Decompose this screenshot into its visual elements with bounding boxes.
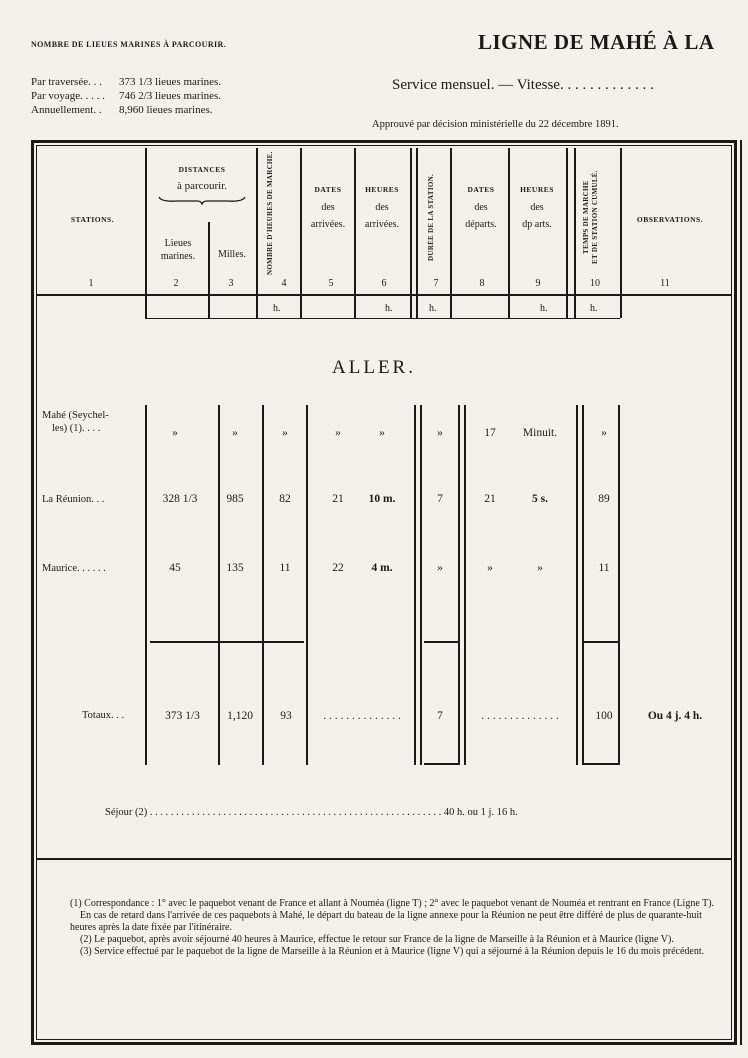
header-nombre-heures: NOMBRE D'HEURES DE MARCHE. [266,151,274,275]
cell-cumul: » [601,427,607,439]
station-la-reunion: La Réunion. . . [42,494,105,505]
cell-heure-arrivee: 4 m. [371,562,393,574]
footnotes [70,898,720,958]
header-heures-departs: HEURES des dp arts. [520,185,554,230]
cell-heure-arrivee: » [379,427,385,439]
approval-line: Approuvé par décision ministérielle du 22 décembre 1891. [372,119,619,130]
total-milles: 1,120 [227,710,253,722]
col-number: 11 [660,278,670,289]
col-line [354,148,356,318]
unit-col9: h. [540,303,548,314]
col-line [256,148,258,318]
sum-rule [582,641,618,643]
distance-value: 746 2/3 lieues marines. [119,90,222,102]
col-number: 8 [479,278,485,289]
unit-col7: h. [429,303,437,314]
station-mahe: Mahé (Seychel- les) (1). . . . [42,410,109,434]
page-edge-line [740,140,742,1045]
distance-annual [31,103,221,117]
brace-icon [157,195,247,205]
footnote-2: (2) Le paquebot, après avoir séjourné 40 heures à Maurice, effectue le retour sur France de la ligne de Marseille à la Réunion et à Maurice (ligne V). [80,934,674,945]
unit-col10: h. [590,303,598,314]
units-rule [145,318,620,319]
cell-duree: 7 [437,493,443,505]
totals-rule [424,763,458,765]
col-line [410,148,412,318]
cell-date-depart: » [487,562,493,574]
col-line [145,405,147,765]
header-rule [36,294,732,296]
total-dots: . . . . . . . . . . . . . . [481,710,559,722]
header-milles: Milles. [217,249,247,260]
footnote-1b: En cas de retard dans l'arrivée de ces paquebots à Mahé, le départ du bateau de la ligne annexe pour la Réunion ne peut être différé de plus de quarante-huit heures après la date fixée par l'itinéraire. [70,910,702,933]
header-dates-arrivees: DATES des arrivées. [310,185,346,230]
cell-date-arrivee: » [335,427,341,439]
header-duree-station: DURÉE DE LA STATION. [427,173,435,262]
total-duree: 7 [437,710,443,722]
cell-heure-depart: Minuit. [522,427,558,439]
col-number: 4 [281,278,287,289]
service-line: Service mensuel. — Vitesse. . . . . . . . . . . . . [392,77,654,93]
header-heures-arrivees: HEURES des arrivées. [364,185,400,230]
header-observations: OBSERVATIONS. [636,215,704,224]
cell-date-arrivee: 22 [332,562,344,574]
col-line [306,405,308,765]
totals-rule [582,763,618,765]
distances-list [31,75,221,117]
distance-label: Par traversée. . . [31,76,102,88]
station-maurice: Maurice. . . . . . [42,563,106,574]
header-dates-departs: DATES des départs. [465,185,497,230]
header-temps-marche: TEMPS DE MARCHE ET DE STATION CUMULÉ. [582,170,599,264]
col-number: 6 [381,278,387,289]
sejour-line: Séjour (2) . . . . . . . . . . . . . . . . . . . . . . . . . . . . . . . . . . . . . . . . . . . . . . . . . . . . . . . . 40 h. ou 1 j. 16 h. [105,807,518,818]
col-number: 2 [173,278,179,289]
cell-cumul: 11 [598,562,610,574]
totals-label: Totaux. . . [82,710,125,721]
footer-rule [36,858,732,860]
col-line [416,148,418,318]
header-lieues: Lieues marines. [160,238,196,262]
cell-heure-arrivee: 10 m. [368,493,396,505]
cell-heures-marche: 82 [279,493,291,505]
unit-col6: h. [385,303,393,314]
col-line [450,148,452,318]
distances-title: NOMBRE DE LIEUES MARINES À PARCOURIR. [31,40,227,49]
distance-label: Par voyage. . . . . [31,90,105,102]
col-line [145,148,147,318]
col-line [574,148,576,318]
cell-lieues: » [172,427,178,439]
cell-date-depart: 21 [484,493,496,505]
col-number: 3 [228,278,234,289]
total-heures-marche: 93 [280,710,292,722]
cell-milles: » [232,427,238,439]
col-line [208,222,210,318]
col-number: 5 [328,278,334,289]
page-title: LIGNE DE MAHÉ À LA [478,30,715,54]
col-line [576,405,578,765]
footnote-3: (3) Service effectué par le paquebot de la ligne de Marseille à la Réunion et à Maurice (ligne V) qui a séjourné à la Réunion depuis le 16 du mois précédent. [80,946,705,957]
sum-rule [150,641,304,643]
cell-milles: 135 [226,562,244,574]
col-number: 10 [590,278,600,289]
total-observation: Ou 4 j. 4 h. [647,710,703,722]
cell-date-depart: 17 [484,427,496,439]
distance-per-voyage [31,89,221,103]
col-line [262,405,264,765]
cell-heures-marche: 11 [279,562,291,574]
cell-lieues: 45 [169,562,181,574]
col-number: 9 [535,278,541,289]
col-line [620,148,622,318]
cell-milles: 985 [226,493,244,505]
cell-duree: » [437,562,443,574]
col-line [508,148,510,318]
total-dots: . . . . . . . . . . . . . . [323,710,401,722]
cell-date-arrivee: 21 [332,493,344,505]
distance-label: Annuellement. . [31,104,102,116]
cell-heure-depart: » [537,562,543,574]
total-lieues: 373 1/3 [165,710,200,722]
col-number: 1 [88,278,94,289]
cell-lieues: 328 1/3 [162,493,198,505]
header-stations: STATIONS. [70,215,115,224]
distance-value: 373 1/3 lieues marines. [119,76,222,88]
cell-heures-marche: » [282,427,288,439]
col-line [300,148,302,318]
header-distances-group: DISTANCES à parcourir. [148,163,256,205]
col-line [414,405,416,765]
footnote-1: (1) Correspondance : 1° avec le paquebot venant de France et allant à Nouméa (ligne T) ; 2° avec le paquebot venant de Nouméa et rentrant en France (Ligne T). [70,898,715,909]
unit-col4: h. [273,303,281,314]
total-cumul: 100 [595,710,613,722]
cell-heure-depart: 5 s. [532,493,548,505]
section-aller: ALLER. [332,357,416,378]
distance-per-crossing [31,75,221,89]
sum-rule [424,641,458,643]
cell-duree: » [437,427,443,439]
col-line [566,148,568,318]
distance-value: 8,960 lieues marines. [119,104,213,116]
cell-cumul: 89 [598,493,610,505]
col-number: 7 [433,278,439,289]
